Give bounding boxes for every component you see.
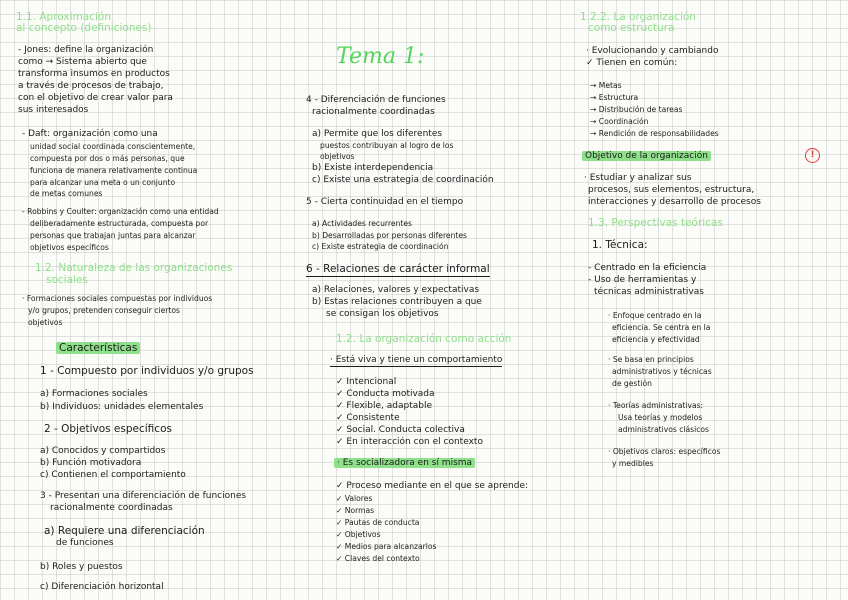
daft-line: funciona de manera relativamente continua: [30, 166, 198, 175]
basa-line: · Se basa en principios: [608, 355, 694, 364]
enfoque-line: · Enfoque centrado en la: [608, 311, 702, 320]
proceso-item: ✓ Objetivos: [336, 530, 381, 539]
caracteristica-1: 1 - Compuesto por individuos y/o grupos: [40, 365, 254, 377]
c6-item: a) Relaciones, valores y expectativas: [312, 285, 480, 295]
c1-item: a) Formaciones sociales: [40, 389, 148, 399]
enfoque-line: eficiencia. Se centra en la: [612, 323, 711, 332]
daft-line: de metas comunes: [30, 189, 103, 198]
c5-item: b) Desarrolladas por personas diferentes: [312, 231, 468, 240]
estudiar-line: · Estudiar y analizar sus: [584, 173, 692, 183]
c4-item: objetivos: [320, 152, 355, 161]
robbins-line: objetivos específicos: [30, 243, 109, 252]
comun-item: → Distribución de tareas: [590, 105, 683, 114]
c3-item: c) Diferenciación horizontal: [40, 582, 164, 592]
section-heading-aproximacion: 1.1. Aproximación: [16, 11, 111, 23]
teorias-line: administrativos clásicos: [618, 425, 709, 434]
socializadora-line: [334, 459, 475, 468]
caracteristica-4-b: racionalmente coordinadas: [312, 107, 435, 117]
caracteristicas-heading: [56, 343, 140, 354]
comun-item: → Coordinación: [590, 117, 649, 126]
proceso-line: ✓ Proceso mediante en el que se aprende:: [336, 481, 529, 491]
c1-item: b) Individuos: unidades elementales: [40, 402, 204, 412]
tecnica-item: - Centrado en la eficiencia: [588, 263, 707, 273]
c3-item: de funciones: [56, 538, 114, 548]
caracteristica-4: 4 - Diferenciación de funciones: [306, 95, 446, 105]
evolucionando-line: ✓ Tienen en común:: [586, 58, 678, 68]
section-heading-perspectivas: 1.3. Perspectivas teóricas: [588, 217, 723, 229]
formaciones-line: · Formaciones sociales compuestas por individuos: [22, 294, 213, 303]
basa-line: de gestión: [612, 379, 652, 388]
c6-item: b) Estas relaciones contribuyen a que: [312, 297, 482, 307]
section-heading-naturaleza: 1.2. Naturaleza de las organizaciones: [35, 262, 233, 274]
viva-item: ✓ Social. Conducta colectiva: [336, 425, 465, 435]
jones-line: a través de procesos de trabajo,: [18, 81, 164, 91]
viva-item: ✓ Conducta motivada: [336, 389, 435, 399]
section-heading-naturaleza-2: sociales: [46, 274, 88, 286]
c4-item: c) Existe una estrategia de coordinación: [312, 175, 494, 185]
c3-item: b) Roles y puestos: [40, 562, 123, 572]
section-heading-estructura-2: como estructura: [588, 22, 675, 34]
exclamation-mark-icon: !: [805, 148, 820, 163]
daft-line: compuesta por dos o más personas, que: [30, 154, 185, 163]
viva-item: ✓ Intencional: [336, 377, 397, 387]
teorias-line: · Teorías administrativas:: [608, 401, 704, 410]
caracteristicas-label: Características: [56, 342, 140, 354]
robbins-line: personas que trabajan juntas para alcanzar: [30, 231, 196, 240]
c4-item: b) Existe interdependencia: [312, 163, 434, 173]
c2-item: b) Función motivadora: [40, 458, 142, 468]
caracteristica-6-text: 6 - Relaciones de carácter informal: [306, 263, 490, 275]
c2-item: c) Contienen el comportamiento: [40, 470, 186, 480]
section-heading-accion: 1.2. La organización como acción: [336, 333, 512, 345]
objetivos-claros-line: · Objetivos claros: específicos: [608, 447, 721, 456]
comun-item: → Metas: [590, 81, 622, 90]
tecnica-heading: 1. Técnica:: [592, 239, 648, 251]
robbins-line: - Robbins y Coulter: organización como una entidad: [22, 207, 219, 216]
estudiar-line: procesos, sus elementos, estructura,: [588, 185, 755, 195]
estudiar-line: interacciones y desarrollo de procesos: [588, 197, 761, 207]
viva-item: ✓ Consistente: [336, 413, 400, 423]
jones-line: transforma insumos en productos: [18, 69, 170, 79]
comun-item: → Rendición de responsabilidades: [590, 129, 719, 138]
jones-line: - Jones: define la organización: [18, 45, 154, 55]
c2-item: a) Conocidos y compartidos: [40, 446, 166, 456]
section-heading-estructura: 1.2.2. La organización: [580, 11, 696, 23]
jones-line: con el objetivo de crear valor para: [18, 93, 173, 103]
objetivo-label: Objetivo de la organización: [582, 151, 711, 161]
enfoque-line: eficiencia y efectividad: [612, 335, 700, 344]
proceso-item: ✓ Claves del contexto: [336, 554, 420, 563]
caracteristica-3: 3 - Presentan una diferenciación de funciones: [40, 491, 247, 501]
tecnica-item: técnicas administrativas: [594, 287, 704, 297]
proceso-item: ✓ Medios para alcanzarlos: [336, 542, 437, 551]
daft-line: para alcanzar una meta o un conjunto: [30, 178, 176, 187]
viva-text: · Está viva y tiene un comportamiento: [330, 355, 503, 365]
page-title: Tema 1:: [336, 44, 425, 69]
formaciones-line: objetivos: [28, 318, 63, 327]
caracteristica-6: [306, 264, 490, 275]
caracteristica-3-b: racionalmente coordinadas: [50, 503, 173, 513]
proceso-item: ✓ Normas: [336, 506, 375, 515]
daft-line: unidad social coordinada conscientemente,: [30, 142, 196, 151]
c4-item: puestos contribuyan al logro de los: [320, 141, 454, 150]
socializadora-text: · Es socializadora en sí misma: [334, 458, 475, 468]
c5-item: c) Existe estrategia de coordinación: [312, 242, 449, 251]
comun-item: → Estructura: [590, 93, 639, 102]
viva-item: ✓ En interacción con el contexto: [336, 437, 483, 447]
section-heading-aproximacion-2: al concepto (definiciones): [16, 22, 152, 34]
objetivo-heading: [582, 152, 711, 161]
basa-line: administrativos y técnicas: [612, 367, 712, 376]
c5-item: a) Actividades recurrentes: [312, 219, 412, 228]
caracteristica-5: 5 - Cierta continuidad en el tiempo: [306, 197, 464, 207]
proceso-item: ✓ Pautas de conducta: [336, 518, 420, 527]
jones-line: como → Sistema abierto que: [18, 57, 147, 67]
tecnica-item: - Uso de herramientas y: [588, 275, 697, 285]
c3-item: a) Requiere una diferenciación: [44, 525, 205, 537]
jones-line: sus interesados: [18, 105, 89, 115]
viva-line: [330, 356, 502, 365]
formaciones-line: y/o grupos, pretenden conseguir ciertos: [28, 306, 180, 315]
robbins-line: deliberadamente estructurada, compuesta por: [30, 219, 209, 228]
evolucionando-line: · Evolucionando y cambiando: [586, 46, 719, 56]
c4-item: a) Permite que los diferentes: [312, 129, 443, 139]
teorias-line: Usa teorías y modelos: [618, 413, 703, 422]
c6-item: se consigan los objetivos: [326, 309, 439, 319]
viva-item: ✓ Flexible, adaptable: [336, 401, 433, 411]
proceso-item: ✓ Valores: [336, 494, 373, 503]
caracteristica-2: 2 - Objetivos específicos: [44, 423, 172, 435]
objetivos-claros-line: y medibles: [612, 459, 654, 468]
daft-line: - Daft: organización como una: [22, 129, 158, 139]
